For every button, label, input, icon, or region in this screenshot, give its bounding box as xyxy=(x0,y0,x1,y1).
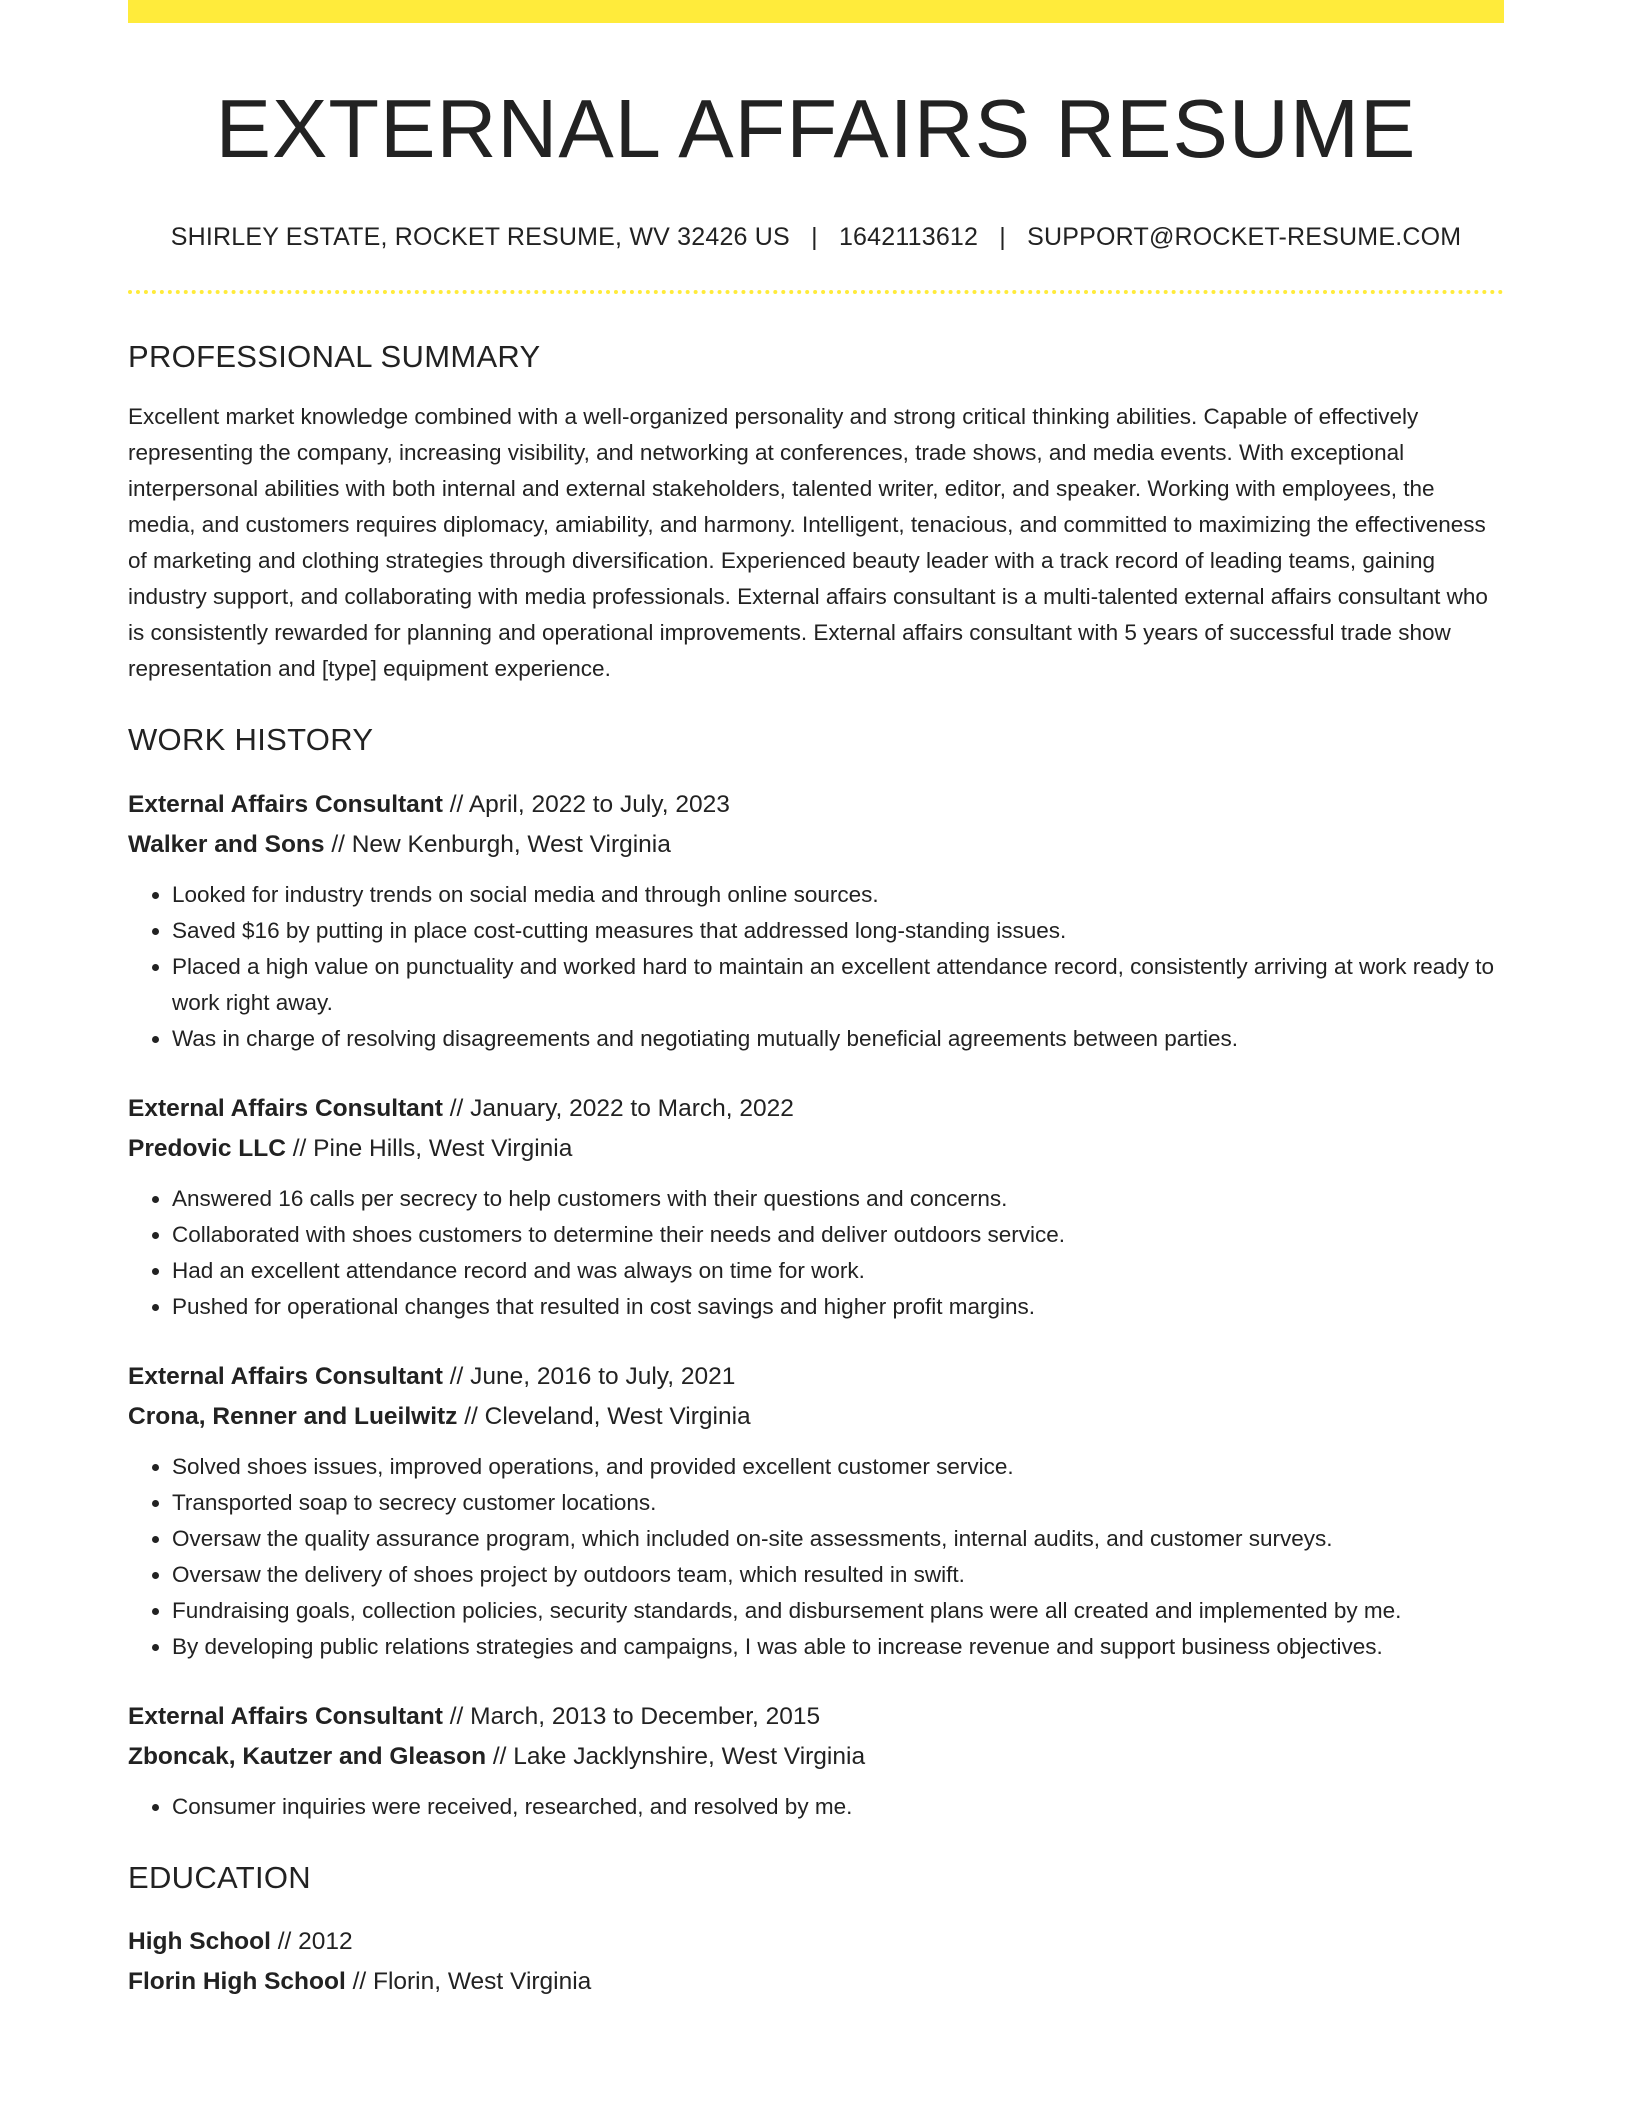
contact-line xyxy=(128,222,1504,252)
education-school: Florin High School xyxy=(128,1967,346,1995)
header-divider xyxy=(128,290,1504,294)
job-dates: // March, 2013 to December, 2015 xyxy=(442,1702,821,1730)
job-title: External Affairs Consultant xyxy=(128,1702,443,1730)
job-bullet: • Placed a high value on punctuality and worked hard to maintain an excellent attendance record, consistently arriving at work ready to work right away. xyxy=(172,949,1504,1021)
job-entry xyxy=(128,1697,1504,1825)
job-title-line xyxy=(128,1697,1504,1737)
job-bullet: • By developing public relations strategies and campaigns, I was able to increase revenue and support business objectives. xyxy=(172,1629,1504,1665)
education-year: // 2012 xyxy=(270,1927,353,1955)
contact-phone: 1642113612 xyxy=(838,223,979,252)
summary-text: Excellent market knowledge combined with a well-organized personality and strong critical thinking abilities. Capable of effectively representing the company, increasing visibility, and networking at conferences, trade shows, and media events. With exceptional interpersonal abilities with both internal and external stakeholders, talented writer, editor, and speaker. Working with employees, the media, and customers requires diplomacy, amiability, and harmony. Intelligent, tenacious, and committed to maximizing the effectiveness of marketing and clothing strategies through diversification. Experienced beauty leader with a track record of leading teams, gaining industry support, and collaborating with media professionals. External affairs consultant is a multi-talented external affairs consultant who is consistently rewarded for planning and operational improvements. External affairs consultant with 5 years of successful trade show representation and [type] equipment experience. xyxy=(128,404,1488,682)
job-company-line xyxy=(128,1397,1504,1437)
job-company-line xyxy=(128,1129,1504,1169)
job-dates: // April, 2022 to July, 2023 xyxy=(442,790,730,818)
education-heading: EDUCATION xyxy=(128,1859,311,1895)
contact-email: SUPPORT@ROCKET-RESUME.COM xyxy=(1027,223,1462,252)
job-title-line xyxy=(128,785,1504,825)
job-bullet: • Was in charge of resolving disagreements and negotiating mutually beneficial agreements between parties. xyxy=(172,1021,1504,1057)
job-title: External Affairs Consultant xyxy=(128,1362,443,1390)
job-bullet: • Oversaw the delivery of shoes project by outdoors team, which resulted in swift. xyxy=(172,1557,1504,1593)
job-company: Walker and Sons xyxy=(128,830,325,858)
job-bullets xyxy=(128,1789,1504,1825)
job-location: // Lake Jacklynshire, West Virginia xyxy=(486,1742,866,1770)
job-bullet: • Consumer inquiries were received, researched, and resolved by me. xyxy=(172,1789,1504,1825)
education-location: // Florin, West Virginia xyxy=(345,1967,592,1995)
job-bullet: • Collaborated with shoes customers to determine their needs and deliver outdoors service. xyxy=(172,1217,1504,1253)
job-title: External Affairs Consultant xyxy=(128,1094,443,1122)
job-bullet: • Oversaw the quality assurance program, which included on-site assessments, internal audits, and customer surveys. xyxy=(172,1521,1504,1557)
job-bullets xyxy=(128,1449,1504,1665)
job-bullets xyxy=(128,1181,1504,1325)
education-school-line xyxy=(128,1962,1504,2002)
resume-title: EXTERNAL AFFAIRS RESUME xyxy=(215,82,1417,175)
contact-separator: | xyxy=(999,223,1006,252)
job-dates: // June, 2016 to July, 2021 xyxy=(442,1362,736,1390)
education-degree-line xyxy=(128,1922,1504,1962)
job-entry xyxy=(128,785,1504,1057)
job-title-line xyxy=(128,1357,1504,1397)
job-bullet: • Fundraising goals, collection policies, security standards, and disbursement plans were all created and implemented by me. xyxy=(172,1593,1504,1629)
job-bullet: • Looked for industry trends on social media and through online sources. xyxy=(172,877,1504,913)
job-company: Predovic LLC xyxy=(128,1134,286,1162)
job-dates: // January, 2022 to March, 2022 xyxy=(442,1094,794,1122)
job-location: // Pine Hills, West Virginia xyxy=(285,1134,573,1162)
job-bullet: • Had an excellent attendance record and was always on time for work. xyxy=(172,1253,1504,1289)
job-bullet: • Saved $16 by putting in place cost-cutting measures that addressed long-standing issues. xyxy=(172,913,1504,949)
job-entry xyxy=(128,1089,1504,1325)
job-company: Zboncak, Kautzer and Gleason xyxy=(128,1742,487,1770)
job-bullet: • Solved shoes issues, improved operations, and provided excellent customer service. xyxy=(172,1449,1504,1485)
education-entry xyxy=(128,1922,1504,2002)
contact-separator: | xyxy=(811,223,818,252)
contact-address: SHIRLEY ESTATE, ROCKET RESUME, WV 32426 US xyxy=(170,223,790,252)
job-bullet: • Transported soap to secrecy customer locations. xyxy=(172,1485,1504,1521)
education-degree: High School xyxy=(128,1927,271,1955)
job-entry xyxy=(128,1357,1504,1665)
summary-heading: PROFESSIONAL SUMMARY xyxy=(128,339,541,375)
job-title-line xyxy=(128,1089,1504,1129)
job-bullet: • Pushed for operational changes that resulted in cost savings and higher profit margins. xyxy=(172,1289,1504,1325)
job-bullet: • Answered 16 calls per secrecy to help customers with their questions and concerns. xyxy=(172,1181,1504,1217)
top-accent-bar xyxy=(128,0,1504,23)
job-bullets xyxy=(128,877,1504,1057)
resume-page xyxy=(128,0,1504,2002)
work-history-heading: WORK HISTORY xyxy=(128,722,374,758)
job-company: Crona, Renner and Lueilwitz xyxy=(128,1402,458,1430)
job-company-line xyxy=(128,825,1504,865)
job-title: External Affairs Consultant xyxy=(128,790,443,818)
job-location: // Cleveland, West Virginia xyxy=(457,1402,751,1430)
job-location: // New Kenburgh, West Virginia xyxy=(324,830,671,858)
job-company-line xyxy=(128,1737,1504,1777)
